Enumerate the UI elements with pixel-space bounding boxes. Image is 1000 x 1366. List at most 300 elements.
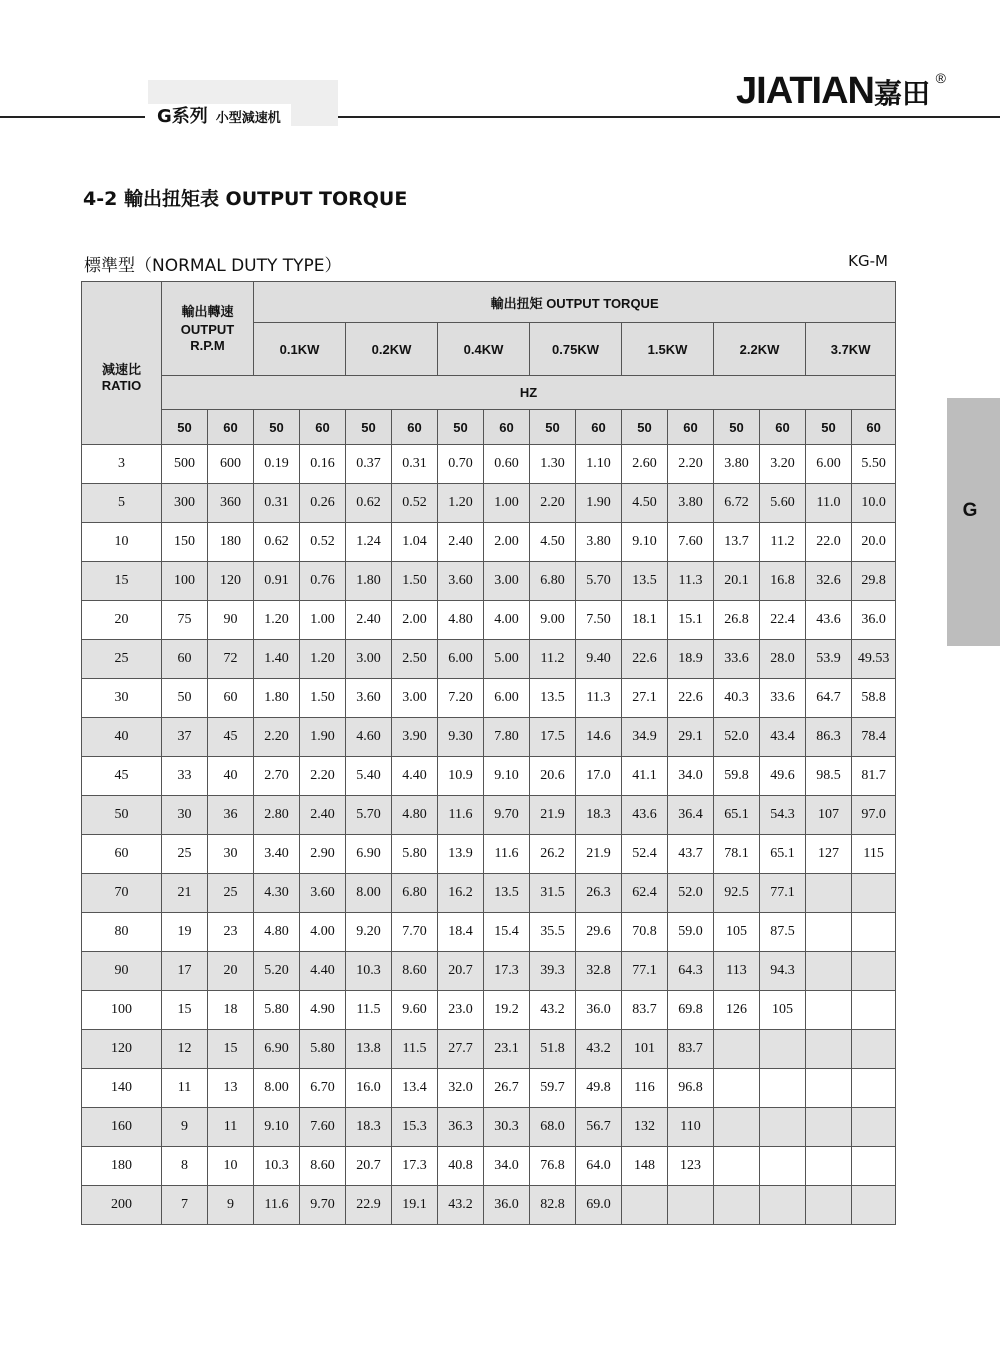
torque-cell: 56.7	[576, 1108, 622, 1147]
table-row	[82, 445, 896, 484]
torque-cell	[714, 1069, 760, 1108]
torque-cell: 0.31	[392, 445, 438, 484]
hz-value: 50	[530, 410, 576, 445]
torque-cell: 0.31	[254, 484, 300, 523]
torque-cell: 11.6	[438, 796, 484, 835]
rpm-cell: 18	[208, 991, 254, 1030]
torque-cell: 13.8	[346, 1030, 392, 1069]
torque-cell	[806, 913, 852, 952]
torque-cell: 43.2	[530, 991, 576, 1030]
torque-cell: 6.00	[484, 679, 530, 718]
torque-cell: 13.7	[714, 523, 760, 562]
torque-cell: 1.00	[300, 601, 346, 640]
torque-cell: 7.50	[576, 601, 622, 640]
torque-cell: 35.5	[530, 913, 576, 952]
series-label	[145, 104, 291, 130]
torque-cell: 77.1	[622, 952, 668, 991]
torque-cell: 4.80	[438, 601, 484, 640]
torque-cell: 40.8	[438, 1147, 484, 1186]
torque-cell: 1.90	[300, 718, 346, 757]
torque-cell: 3.60	[346, 679, 392, 718]
torque-cell: 105	[760, 991, 806, 1030]
table-row	[82, 601, 896, 640]
hz-value: 60	[852, 410, 896, 445]
torque-cell: 30.3	[484, 1108, 530, 1147]
torque-cell: 83.7	[622, 991, 668, 1030]
torque-cell: 9.10	[484, 757, 530, 796]
torque-cell: 123	[668, 1147, 714, 1186]
torque-cell: 83.7	[668, 1030, 714, 1069]
torque-cell: 36.0	[852, 601, 896, 640]
torque-cell: 43.4	[760, 718, 806, 757]
ratio-cell: 160	[82, 1108, 162, 1147]
torque-cell: 28.0	[760, 640, 806, 679]
torque-cell: 76.8	[530, 1147, 576, 1186]
torque-cell: 110	[668, 1108, 714, 1147]
torque-cell: 15.3	[392, 1108, 438, 1147]
torque-cell: 5.60	[760, 484, 806, 523]
torque-cell: 41.1	[622, 757, 668, 796]
torque-cell: 9.10	[622, 523, 668, 562]
torque-cell: 6.00	[438, 640, 484, 679]
torque-cell: 54.3	[760, 796, 806, 835]
torque-cell: 1.04	[392, 523, 438, 562]
table-row	[82, 640, 896, 679]
torque-cell: 22.6	[668, 679, 714, 718]
torque-cell	[806, 952, 852, 991]
torque-cell: 17.3	[392, 1147, 438, 1186]
torque-cell: 0.19	[254, 445, 300, 484]
ratio-cell: 15	[82, 562, 162, 601]
rpm-cell: 10	[208, 1147, 254, 1186]
torque-cell: 16.2	[438, 874, 484, 913]
table-row	[82, 718, 896, 757]
torque-cell: 21.9	[530, 796, 576, 835]
torque-cell: 1.80	[346, 562, 392, 601]
torque-cell: 4.40	[392, 757, 438, 796]
torque-cell: 2.20	[668, 445, 714, 484]
rpm-cell: 180	[208, 523, 254, 562]
rpm-cell: 600	[208, 445, 254, 484]
torque-cell: 52.0	[714, 718, 760, 757]
torque-cell: 69.0	[576, 1186, 622, 1225]
torque-cell: 2.40	[438, 523, 484, 562]
torque-cell	[760, 1147, 806, 1186]
ratio-cell: 100	[82, 991, 162, 1030]
rpm-cell: 12	[162, 1030, 208, 1069]
rpm-header-en: OUTPUT	[180, 321, 235, 337]
ratio-cell: 50	[82, 796, 162, 835]
rpm-cell: 30	[208, 835, 254, 874]
rpm-header-cn: 輸出轉速	[181, 303, 234, 319]
torque-cell	[852, 1108, 896, 1147]
torque-cell: 3.90	[392, 718, 438, 757]
hz-value: 50	[622, 410, 668, 445]
table-row	[82, 757, 896, 796]
torque-cell: 86.3	[806, 718, 852, 757]
torque-cell: 29.6	[576, 913, 622, 952]
torque-cell	[852, 1186, 896, 1225]
torque-cell: 13.5	[484, 874, 530, 913]
torque-cell: 15.1	[668, 601, 714, 640]
ratio-cell: 25	[82, 640, 162, 679]
torque-cell: 21.9	[576, 835, 622, 874]
torque-cell: 43.6	[806, 601, 852, 640]
torque-cell: 0.52	[300, 523, 346, 562]
rpm-cell: 11	[162, 1069, 208, 1108]
ratio-cell: 45	[82, 757, 162, 796]
torque-cell: 18.3	[576, 796, 622, 835]
torque-cell: 34.0	[668, 757, 714, 796]
table-row	[82, 1147, 896, 1186]
torque-cell: 1.10	[576, 445, 622, 484]
table-row	[82, 1186, 896, 1225]
unit-label: KG-M	[848, 252, 888, 270]
torque-cell: 36.0	[484, 1186, 530, 1225]
torque-cell: 39.3	[530, 952, 576, 991]
torque-cell: 20.0	[852, 523, 896, 562]
torque-cell: 7.80	[484, 718, 530, 757]
torque-cell	[668, 1186, 714, 1225]
torque-cell: 19.1	[392, 1186, 438, 1225]
torque-cell: 2.20	[300, 757, 346, 796]
torque-cell: 34.0	[484, 1147, 530, 1186]
torque-cell	[714, 1108, 760, 1147]
torque-cell: 23.1	[484, 1030, 530, 1069]
hz-value: 60	[208, 410, 254, 445]
torque-cell: 2.80	[254, 796, 300, 835]
torque-cell: 77.1	[760, 874, 806, 913]
table-row	[82, 991, 896, 1030]
torque-cell: 5.20	[254, 952, 300, 991]
torque-cell: 3.80	[576, 523, 622, 562]
torque-cell: 10.9	[438, 757, 484, 796]
rpm-cell: 11	[208, 1108, 254, 1147]
hz-value: 50	[438, 410, 484, 445]
table-row	[82, 913, 896, 952]
torque-cell: 43.6	[622, 796, 668, 835]
torque-cell: 22.9	[346, 1186, 392, 1225]
torque-cell: 40.3	[714, 679, 760, 718]
torque-cell: 22.0	[806, 523, 852, 562]
torque-cell: 3.60	[438, 562, 484, 601]
torque-cell: 43.7	[668, 835, 714, 874]
torque-cell: 18.3	[346, 1108, 392, 1147]
torque-cell: 1.00	[484, 484, 530, 523]
rpm-cell: 19	[162, 913, 208, 952]
torque-cell: 0.16	[300, 445, 346, 484]
torque-cell: 3.00	[484, 562, 530, 601]
torque-cell	[760, 1069, 806, 1108]
torque-cell: 94.3	[760, 952, 806, 991]
torque-cell: 32.6	[806, 562, 852, 601]
table-row	[82, 562, 896, 601]
torque-cell	[852, 991, 896, 1030]
table-row	[82, 796, 896, 835]
torque-cell: 2.70	[254, 757, 300, 796]
power-header: 2.2KW	[714, 323, 806, 376]
torque-cell: 5.80	[300, 1030, 346, 1069]
torque-cell: 31.5	[530, 874, 576, 913]
torque-cell: 4.80	[392, 796, 438, 835]
torque-cell: 64.7	[806, 679, 852, 718]
rpm-cell: 25	[208, 874, 254, 913]
torque-cell	[852, 1069, 896, 1108]
torque-cell: 27.1	[622, 679, 668, 718]
torque-cell: 5.70	[576, 562, 622, 601]
torque-cell: 5.40	[346, 757, 392, 796]
rpm-cell: 37	[162, 718, 208, 757]
power-header: 3.7KW	[806, 323, 896, 376]
ratio-header	[82, 282, 162, 445]
torque-cell: 20.7	[438, 952, 484, 991]
table-subtitle: 標準型（NORMAL DUTY TYPE）	[84, 256, 342, 276]
table-row	[82, 523, 896, 562]
torque-cell: 13.5	[622, 562, 668, 601]
torque-cell	[760, 1108, 806, 1147]
torque-cell: 26.2	[530, 835, 576, 874]
torque-cell: 22.4	[760, 601, 806, 640]
rpm-cell: 120	[208, 562, 254, 601]
torque-cell: 11.6	[254, 1186, 300, 1225]
torque-cell: 6.00	[806, 445, 852, 484]
rpm-cell: 8	[162, 1147, 208, 1186]
torque-cell	[852, 1147, 896, 1186]
torque-cell: 1.40	[254, 640, 300, 679]
torque-cell: 20.6	[530, 757, 576, 796]
rpm-cell: 20	[208, 952, 254, 991]
table-row	[82, 874, 896, 913]
torque-cell: 18.4	[438, 913, 484, 952]
torque-cell	[760, 1186, 806, 1225]
side-tab-label: G	[962, 500, 978, 521]
torque-cell: 36.0	[576, 991, 622, 1030]
torque-cell: 4.00	[300, 913, 346, 952]
torque-cell: 26.8	[714, 601, 760, 640]
torque-cell: 2.50	[392, 640, 438, 679]
torque-cell: 34.9	[622, 718, 668, 757]
ratio-cell: 40	[82, 718, 162, 757]
rpm-cell: 90	[208, 601, 254, 640]
torque-cell: 2.20	[530, 484, 576, 523]
rpm-cell: 40	[208, 757, 254, 796]
hz-value: 50	[346, 410, 392, 445]
torque-cell	[806, 874, 852, 913]
torque-cell: 36.4	[668, 796, 714, 835]
torque-cell: 116	[622, 1069, 668, 1108]
torque-cell: 7.60	[668, 523, 714, 562]
torque-cell: 1.20	[254, 601, 300, 640]
rpm-cell: 300	[162, 484, 208, 523]
torque-cell	[852, 1030, 896, 1069]
torque-cell: 4.50	[530, 523, 576, 562]
table-row	[82, 679, 896, 718]
torque-cell: 6.90	[254, 1030, 300, 1069]
torque-cell: 127	[806, 835, 852, 874]
torque-cell: 2.40	[346, 601, 392, 640]
torque-cell: 70.8	[622, 913, 668, 952]
torque-cell: 62.4	[622, 874, 668, 913]
rpm-cell: 30	[162, 796, 208, 835]
torque-cell: 59.8	[714, 757, 760, 796]
torque-cell: 51.8	[530, 1030, 576, 1069]
rpm-cell: 15	[162, 991, 208, 1030]
ratio-cell: 70	[82, 874, 162, 913]
torque-cell: 1.80	[254, 679, 300, 718]
torque-cell: 1.20	[438, 484, 484, 523]
hz-value: 50	[162, 410, 208, 445]
torque-cell	[852, 952, 896, 991]
torque-cell: 58.8	[852, 679, 896, 718]
power-header: 0.75KW	[530, 323, 622, 376]
torque-cell: 6.90	[346, 835, 392, 874]
torque-cell: 16.8	[760, 562, 806, 601]
ratio-cell: 180	[82, 1147, 162, 1186]
torque-cell: 5.50	[852, 445, 896, 484]
torque-cell: 5.80	[392, 835, 438, 874]
torque-cell: 113	[714, 952, 760, 991]
torque-cell: 69.8	[668, 991, 714, 1030]
rpm-cell: 7	[162, 1186, 208, 1225]
rpm-header	[162, 282, 254, 376]
torque-cell: 97.0	[852, 796, 896, 835]
torque-cell: 59.7	[530, 1069, 576, 1108]
torque-cell: 9.40	[576, 640, 622, 679]
torque-cell: 0.62	[346, 484, 392, 523]
torque-cell: 82.8	[530, 1186, 576, 1225]
rpm-cell: 150	[162, 523, 208, 562]
torque-cell: 23.0	[438, 991, 484, 1030]
rpm-cell: 9	[208, 1186, 254, 1225]
power-header: 0.2KW	[346, 323, 438, 376]
rpm-cell: 500	[162, 445, 208, 484]
torque-cell	[714, 1147, 760, 1186]
output-torque-table	[81, 281, 896, 1225]
torque-cell: 11.5	[346, 991, 392, 1030]
rpm-header-unit: R.P.M	[190, 337, 225, 353]
torque-cell: 11.2	[760, 523, 806, 562]
torque-cell: 36.3	[438, 1108, 484, 1147]
ratio-cell: 10	[82, 523, 162, 562]
torque-cell: 6.72	[714, 484, 760, 523]
torque-cell: 9.20	[346, 913, 392, 952]
torque-cell: 87.5	[760, 913, 806, 952]
table-row	[82, 835, 896, 874]
torque-cell: 10.3	[346, 952, 392, 991]
torque-cell: 5.00	[484, 640, 530, 679]
torque-cell: 7.60	[300, 1108, 346, 1147]
torque-cell: 9.70	[300, 1186, 346, 1225]
table-row	[82, 1108, 896, 1147]
torque-cell: 132	[622, 1108, 668, 1147]
torque-cell: 59.0	[668, 913, 714, 952]
power-header: 0.1KW	[254, 323, 346, 376]
torque-cell: 32.8	[576, 952, 622, 991]
torque-cell: 29.8	[852, 562, 896, 601]
torque-cell: 7.70	[392, 913, 438, 952]
power-header: 1.5KW	[622, 323, 714, 376]
torque-cell: 1.30	[530, 445, 576, 484]
torque-cell: 52.4	[622, 835, 668, 874]
rpm-cell: 13	[208, 1069, 254, 1108]
torque-cell: 64.0	[576, 1147, 622, 1186]
power-header: 0.4KW	[438, 323, 530, 376]
torque-cell: 9.60	[392, 991, 438, 1030]
hz-value: 60	[576, 410, 622, 445]
torque-cell	[622, 1186, 668, 1225]
torque-cell	[852, 913, 896, 952]
torque-cell: 6.80	[530, 562, 576, 601]
ratio-cell: 5	[82, 484, 162, 523]
torque-cell: 1.90	[576, 484, 622, 523]
ratio-cell: 20	[82, 601, 162, 640]
torque-cell: 13.4	[392, 1069, 438, 1108]
torque-cell: 4.50	[622, 484, 668, 523]
torque-cell: 49.53	[852, 640, 896, 679]
torque-cell: 49.8	[576, 1069, 622, 1108]
table-row	[82, 1030, 896, 1069]
torque-cell: 4.90	[300, 991, 346, 1030]
torque-cell: 53.9	[806, 640, 852, 679]
ratio-cell: 60	[82, 835, 162, 874]
table-row	[82, 952, 896, 991]
rpm-cell: 360	[208, 484, 254, 523]
torque-cell: 1.20	[300, 640, 346, 679]
torque-cell	[714, 1186, 760, 1225]
torque-cell: 11.3	[576, 679, 622, 718]
torque-cell: 52.0	[668, 874, 714, 913]
torque-cell: 17.3	[484, 952, 530, 991]
torque-cell: 68.0	[530, 1108, 576, 1147]
torque-cell	[806, 1147, 852, 1186]
torque-cell: 13.5	[530, 679, 576, 718]
torque-cell: 3.00	[392, 679, 438, 718]
torque-cell: 9.00	[530, 601, 576, 640]
ratio-cell: 120	[82, 1030, 162, 1069]
hz-value: 60	[760, 410, 806, 445]
registered-mark: ®	[935, 70, 946, 86]
torque-cell: 11.3	[668, 562, 714, 601]
hz-value: 50	[714, 410, 760, 445]
torque-cell: 33.6	[714, 640, 760, 679]
ratio-header-cn: 減速比	[101, 362, 141, 377]
torque-cell: 9.70	[484, 796, 530, 835]
torque-cell: 0.60	[484, 445, 530, 484]
torque-cell: 11.2	[530, 640, 576, 679]
section-title: 4-2 輸出扭矩表 OUTPUT TORQUE	[83, 188, 408, 210]
torque-cell: 0.37	[346, 445, 392, 484]
torque-cell: 6.70	[300, 1069, 346, 1108]
hz-header: HZ	[162, 376, 896, 410]
torque-cell	[714, 1030, 760, 1069]
rpm-cell: 60	[162, 640, 208, 679]
ratio-cell: 200	[82, 1186, 162, 1225]
torque-cell: 3.80	[714, 445, 760, 484]
torque-cell: 3.20	[760, 445, 806, 484]
torque-cell: 0.70	[438, 445, 484, 484]
torque-cell	[806, 1186, 852, 1225]
torque-cell: 3.40	[254, 835, 300, 874]
torque-cell: 107	[806, 796, 852, 835]
torque-cell: 32.0	[438, 1069, 484, 1108]
torque-cell: 92.5	[714, 874, 760, 913]
torque-cell: 8.00	[346, 874, 392, 913]
ratio-cell: 140	[82, 1069, 162, 1108]
rpm-cell: 60	[208, 679, 254, 718]
torque-cell: 0.52	[392, 484, 438, 523]
torque-cell: 10.3	[254, 1147, 300, 1186]
torque-cell: 5.70	[346, 796, 392, 835]
